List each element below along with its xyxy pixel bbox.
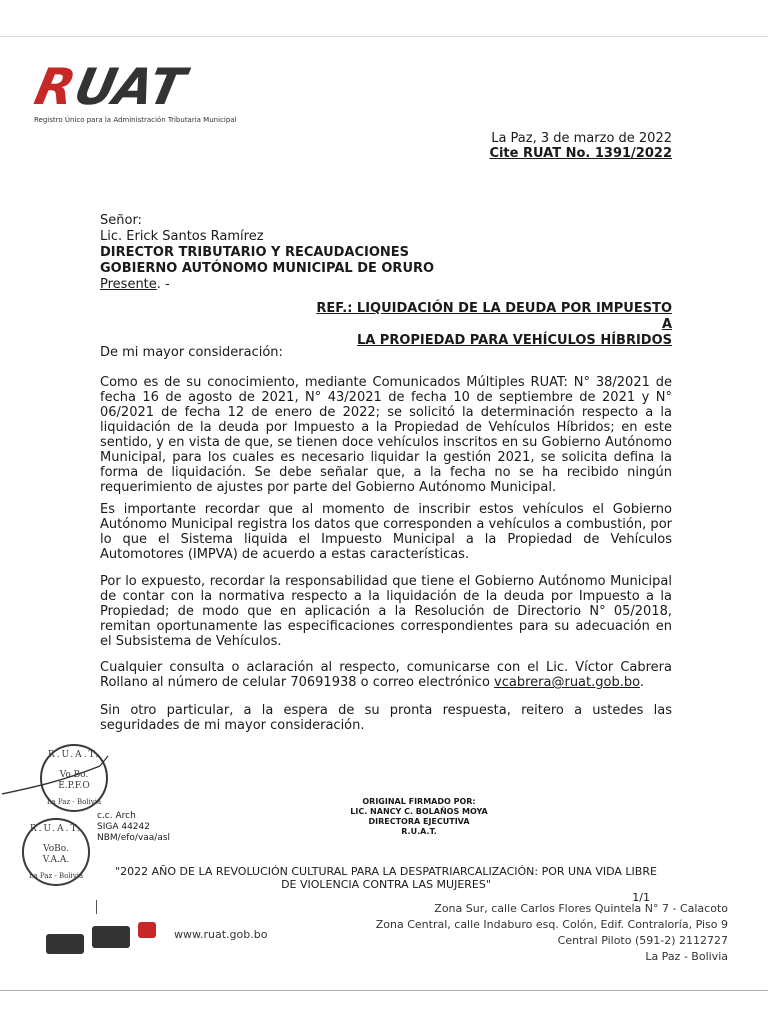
addressee-block xyxy=(100,213,434,293)
footer-logo-square-1 xyxy=(46,934,84,954)
cc-line-2: SIGA 44242 xyxy=(97,822,150,832)
paragraph-4 xyxy=(100,660,672,690)
logo-tagline: Registro Único para la Administración Tributaria Municipal xyxy=(34,116,237,124)
addressee-org: GOBIERNO AUTÓNOMO MUNICIPAL DE ORURO xyxy=(100,261,435,276)
logo-rest: UAT xyxy=(69,58,192,116)
signature-line-1: ORIGINAL FIRMADO POR: xyxy=(362,797,476,806)
stamp1-bot: La Paz - Bolivia xyxy=(46,798,102,806)
website[interactable]: www.ruat.gob.bo xyxy=(174,928,268,941)
cc-block xyxy=(97,811,170,844)
ref-line-1: REF.: LIQUIDACIÓN DE LA DEUDA POR IMPUESTO A xyxy=(316,301,672,332)
approval-stamp-2 xyxy=(22,818,90,886)
paragraph-2: Es importante recordar que al momento de inscribir estos vehículos el Gobierno Autónomo Municipal registra los datos que corresponden a vehículos a combustión, por lo que el Sistema liquida el Impuesto Municipal a la Propiedad de Vehículos Automotores (IMPVA) de acuerdo a estas características. xyxy=(100,502,672,562)
p4-end: . xyxy=(639,675,644,690)
salutation: Señor: xyxy=(100,213,142,228)
page-number: 1/1 xyxy=(632,891,650,904)
paragraph-1: Como es de su conocimiento, mediante Comunicados Múltiples RUAT: N° 38/2021 de fecha 16 de agosto de 2021, N° 43/2021 de fecha 10 de septiembre de 2021 y N° 06/2021 de fecha 12 de enero de 2022; se solicitó la determinación respecto a la liquidación de la deuda por Impuesto a la Propiedad de Vehículos Híbridos; en este sentido, y en vista de que, se tienen doce vehículos inscritos en su Gobierno Autónomo Municipal, para los cuales es necesario liquidar la gestión 2021, se solicita defina la forma de liquidación. Se debe señalar que, a la fecha no se ha recibido ningún requerimiento de ajustes por parte del Gobierno Autónomo Municipal. xyxy=(100,375,672,495)
motto-line-2: DE VIOLENCIA CONTRA LAS MUJERES" xyxy=(281,878,491,891)
footer-phone: Central Piloto (591-2) 2112727 xyxy=(557,934,728,947)
ruat-logo xyxy=(29,58,192,116)
presente-suffix: . - xyxy=(156,277,170,292)
scan-line-bottom xyxy=(0,990,768,991)
paragraph-3: Por lo expuesto, recordar la responsabilidad que tiene el Gobierno Autónomo Municipal de contar con la normativa respecto a la liquidación de la deuda por Impuesto a la Propiedad; de modo que en aplicación a la Resolución de Directorio N° 05/2018, remitan oportunamente las especificaciones correspondientes para su adecuación en el Subsistema de Vehículos. xyxy=(100,574,672,649)
stamp2-mid1: VoBo. xyxy=(43,844,69,854)
footer-logo-square-2 xyxy=(92,926,130,948)
presente: Presente xyxy=(100,277,157,292)
footer-addr-2: Zona Central, calle Indaburo esq. Colón, Edif. Contraloría, Piso 9 xyxy=(375,918,728,931)
p4-text: Cualquier consulta o aclaración al respecto, comunicarse con el Lic. Víctor Cabrera Rollano al número de celular 70691938 o correo electrónico xyxy=(100,660,672,690)
letter-cite: Cite RUAT No. 1391/2022 xyxy=(489,146,672,161)
stamp1-mid1: Vo.Bo. xyxy=(59,770,89,780)
footer-logo-square-red xyxy=(138,922,156,938)
signature-line-2: LIC. NANCY C. BOLAÑOS MOYA xyxy=(350,807,488,816)
stamp1-top: R.U.A.T. xyxy=(47,750,101,760)
ref-line-2: LA PROPIEDAD PARA VEHÍCULOS HÍBRIDOS xyxy=(356,333,672,348)
cc-line-1: c.c. Arch xyxy=(97,811,136,821)
addressee-title: DIRECTOR TRIBUTARIO Y RECAUDACIONES xyxy=(100,245,410,260)
signature-line-3: DIRECTORA EJECUTIVA xyxy=(368,817,470,826)
cc-line-3: NBM/efo/vaa/asl xyxy=(97,833,171,843)
footer-city: La Paz - Bolivia xyxy=(645,950,728,963)
letter-date: La Paz, 3 de marzo de 2022 xyxy=(491,131,672,146)
stamp2-mid xyxy=(24,844,88,866)
signature-line-4: R.U.A.T. xyxy=(401,827,437,836)
stamp1-mid2: E.P.F.O xyxy=(58,781,90,791)
footer-addr-1: Zona Sur, calle Carlos Flores Quintela N° 7 - Calacoto xyxy=(434,902,728,915)
motto-line-1: "2022 AÑO DE LA REVOLUCIÓN CULTURAL PARA LA DESPATRIARCALIZACIÓN: POR UNA VIDA LIBRE xyxy=(115,865,657,878)
signature-block xyxy=(324,797,514,837)
footer-tick xyxy=(96,900,97,914)
scan-line-top xyxy=(0,36,768,37)
logo-r: R xyxy=(29,58,82,116)
stamp2-top: R.U.A.T. xyxy=(29,824,83,834)
stamp2-mid2: V.A.A. xyxy=(42,855,70,865)
paragraph-5: Sin otro particular, a la espera de su pronta respuesta, reitero a ustedes las seguridades de mi mayor consideración. xyxy=(100,703,672,733)
stamp2-bot: La Paz - Bolivia xyxy=(28,872,84,880)
greeting: De mi mayor consideración: xyxy=(100,345,283,360)
reference-block xyxy=(312,301,672,349)
email-link[interactable]: vcabrera@ruat.gob.bo xyxy=(494,675,640,690)
footer-address xyxy=(376,901,728,965)
stamp-signature-stroke xyxy=(0,752,110,812)
motto xyxy=(96,865,676,891)
addressee-name: Lic. Erick Santos Ramírez xyxy=(100,229,264,244)
